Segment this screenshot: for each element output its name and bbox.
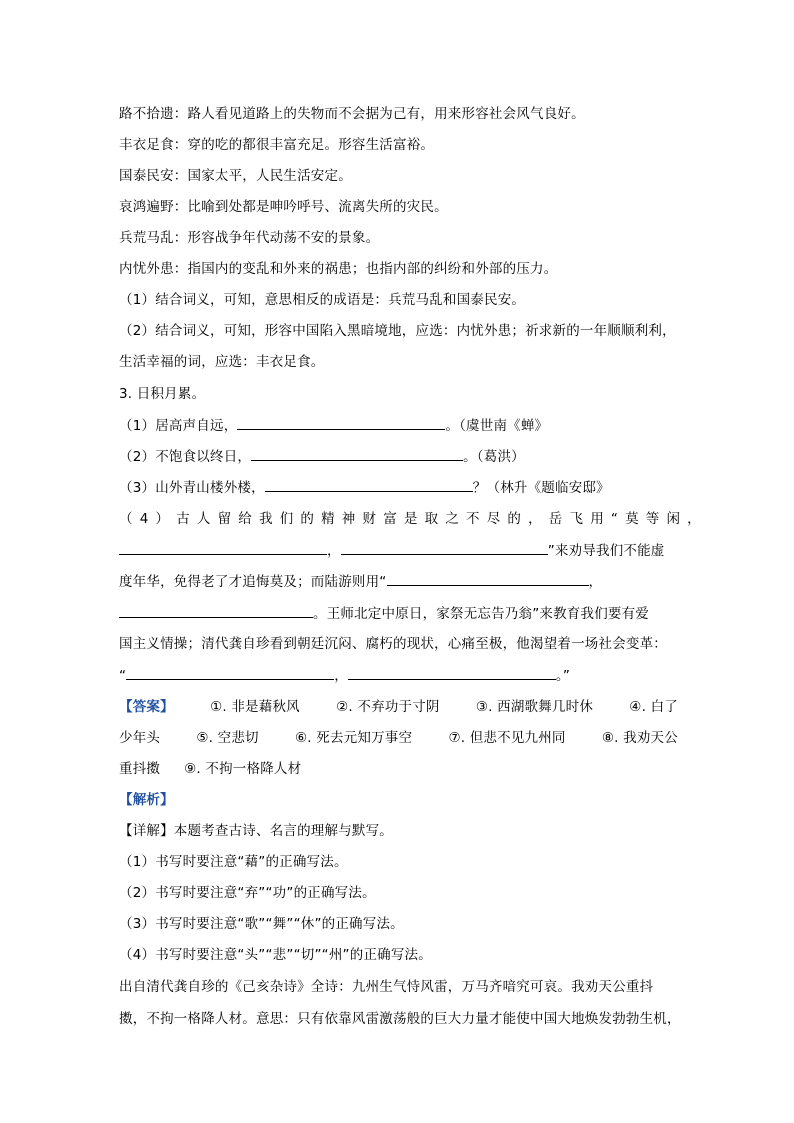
answer-item: ②. 不弃功于寸阴 — [336, 699, 440, 715]
answer-blank — [119, 603, 313, 618]
item-text: ”来劝导我们不能虚 — [547, 543, 665, 559]
analysis-label: 【解析】 — [119, 792, 174, 808]
item-source: 。（葛洪） — [463, 449, 525, 465]
idiom-term: 路不拾遗： — [119, 106, 188, 122]
answer-blank — [126, 665, 334, 680]
definition-line — [119, 259, 557, 279]
definition-line — [119, 197, 448, 217]
question-title: 3. 日积月累。 — [119, 386, 206, 402]
item-source: ？（林升《题临安邸》 — [472, 480, 610, 496]
idiom-term: 丰衣足食： — [119, 137, 188, 153]
item-text: ， — [334, 668, 348, 684]
source-line: 出自清代龚自珍的《己亥杂诗》全诗：九州生气恃风雷，万马齐喑究可哀。我劝天公重抖 — [119, 979, 654, 995]
item-text: 。王师北定中原日，家祭无忘告乃翁”来教育我们要有爱 — [313, 606, 649, 622]
item-text: 。” — [555, 668, 571, 684]
question-item-cont — [119, 571, 602, 592]
question-item — [119, 446, 525, 467]
item-text: 度年华，免得老了才追悔莫及；而陆游则用“ — [119, 574, 387, 590]
question-item-cont: 国主义情操；清代龚自珍看到朝廷沉闷、腐朽的现状，心痛至极，他渴望着一场社会变革： — [119, 636, 667, 652]
answer-item: ⑦. 但悲不见九州同 — [448, 730, 566, 746]
item-text: ， — [588, 574, 603, 590]
question-item — [119, 415, 548, 436]
answer-item: 少年头 — [119, 730, 161, 746]
analysis-line: （2）结合词义，可知，形容中国陷入黑暗境地，应选：内忧外患；祈求新的一年顺顺利利， — [119, 323, 676, 339]
answer-item: 重抖擞 — [119, 761, 161, 777]
source-line: 擞，不拘一格降人材。意思：只有依靠风雷激荡般的巨大力量才能使中国大地焕发勃勃生机， — [119, 1011, 681, 1027]
detail-line: 【详解】本题考查古诗、名言的理解与默写。 — [119, 823, 393, 839]
analysis-line: （1）结合词义，可知，意思相反的成语是：兵荒马乱和国泰民安。 — [119, 292, 526, 308]
answer-line — [119, 728, 678, 748]
item-text: “ — [119, 668, 127, 684]
note-line: （1）书写时要注意“藉”的正确写法。 — [119, 854, 348, 870]
note-line: （3）书写时要注意“歌”“舞”“休”的正确写法。 — [119, 916, 404, 932]
idiom-term: 内忧外患： — [119, 261, 188, 277]
answer-line — [119, 697, 678, 717]
answer-item: ⑨. 不拘一格降人材 — [184, 761, 302, 777]
answer-blank — [341, 540, 548, 555]
item-text: （3）山外青山楼外楼， — [119, 480, 265, 496]
answer-label: 【答案】 — [119, 699, 174, 715]
note-line: （4）书写时要注意“头”“悲”“切”“州”的正确写法。 — [119, 947, 432, 963]
idiom-definition: 指国内的变乱和外来的祸患；也指内部的纠纷和外部的压力。 — [187, 261, 558, 277]
idiom-definition: 穿的吃的都很丰富充足。形容生活富裕。 — [187, 137, 435, 153]
answer-item: ⑤. 空悲切 — [196, 730, 259, 746]
answer-item: ③. 西湖歌舞几时休 — [475, 699, 594, 715]
idiom-definition: 比喻到处都是呻吟呼号、流离失所的灾民。 — [187, 199, 448, 215]
idiom-definition: 国家太平，人民生活安定。 — [187, 168, 352, 184]
item-source: 。（虞世南《蝉》 — [445, 418, 549, 434]
definition-line — [119, 135, 434, 155]
idiom-term: 兵荒马乱： — [119, 230, 188, 246]
answer-item: ⑧. 我劝天公 — [601, 730, 678, 746]
analysis-line: 生活幸福的词，应选：丰衣足食。 — [119, 354, 325, 370]
answer-item: ⑥. 死去元知万事空 — [295, 730, 413, 746]
answer-blank — [348, 665, 556, 680]
question-item-cont — [119, 665, 570, 686]
idiom-definition: 形容战争年代动荡不安的景象。 — [187, 230, 380, 246]
definition-line — [119, 166, 352, 186]
question-item-cont — [119, 603, 649, 624]
answer-item: ①. 非是藉秋风 — [210, 699, 300, 715]
idiom-term: 哀鸿遍野： — [119, 199, 188, 215]
answer-blank — [387, 571, 589, 586]
answer-blank — [119, 540, 327, 555]
idiom-term: 国泰民安： — [119, 168, 188, 184]
answer-blank — [265, 477, 473, 492]
item-text: （1）居高声自远， — [119, 418, 238, 434]
answer-item: ④. 白了 — [629, 699, 678, 715]
note-line: （2）书写时要注意“弃”“功”的正确写法。 — [119, 885, 376, 901]
answer-blank — [237, 415, 445, 430]
answer-line — [119, 759, 301, 779]
item-text: （2）不饱食以终日， — [119, 449, 252, 465]
definition-line — [119, 228, 379, 248]
question-item-cont — [119, 540, 665, 561]
answer-blank — [251, 446, 463, 461]
question-item — [119, 477, 610, 498]
idiom-definition: 路人看见道路上的失物而不会据为己有，用来形容社会风气良好。 — [187, 106, 585, 122]
definition-line — [119, 104, 585, 124]
question-item: （4）古人留给我们的精神财富是取之不尽的，岳飞用“莫等闲， — [119, 511, 708, 527]
item-text: ， — [327, 543, 341, 559]
